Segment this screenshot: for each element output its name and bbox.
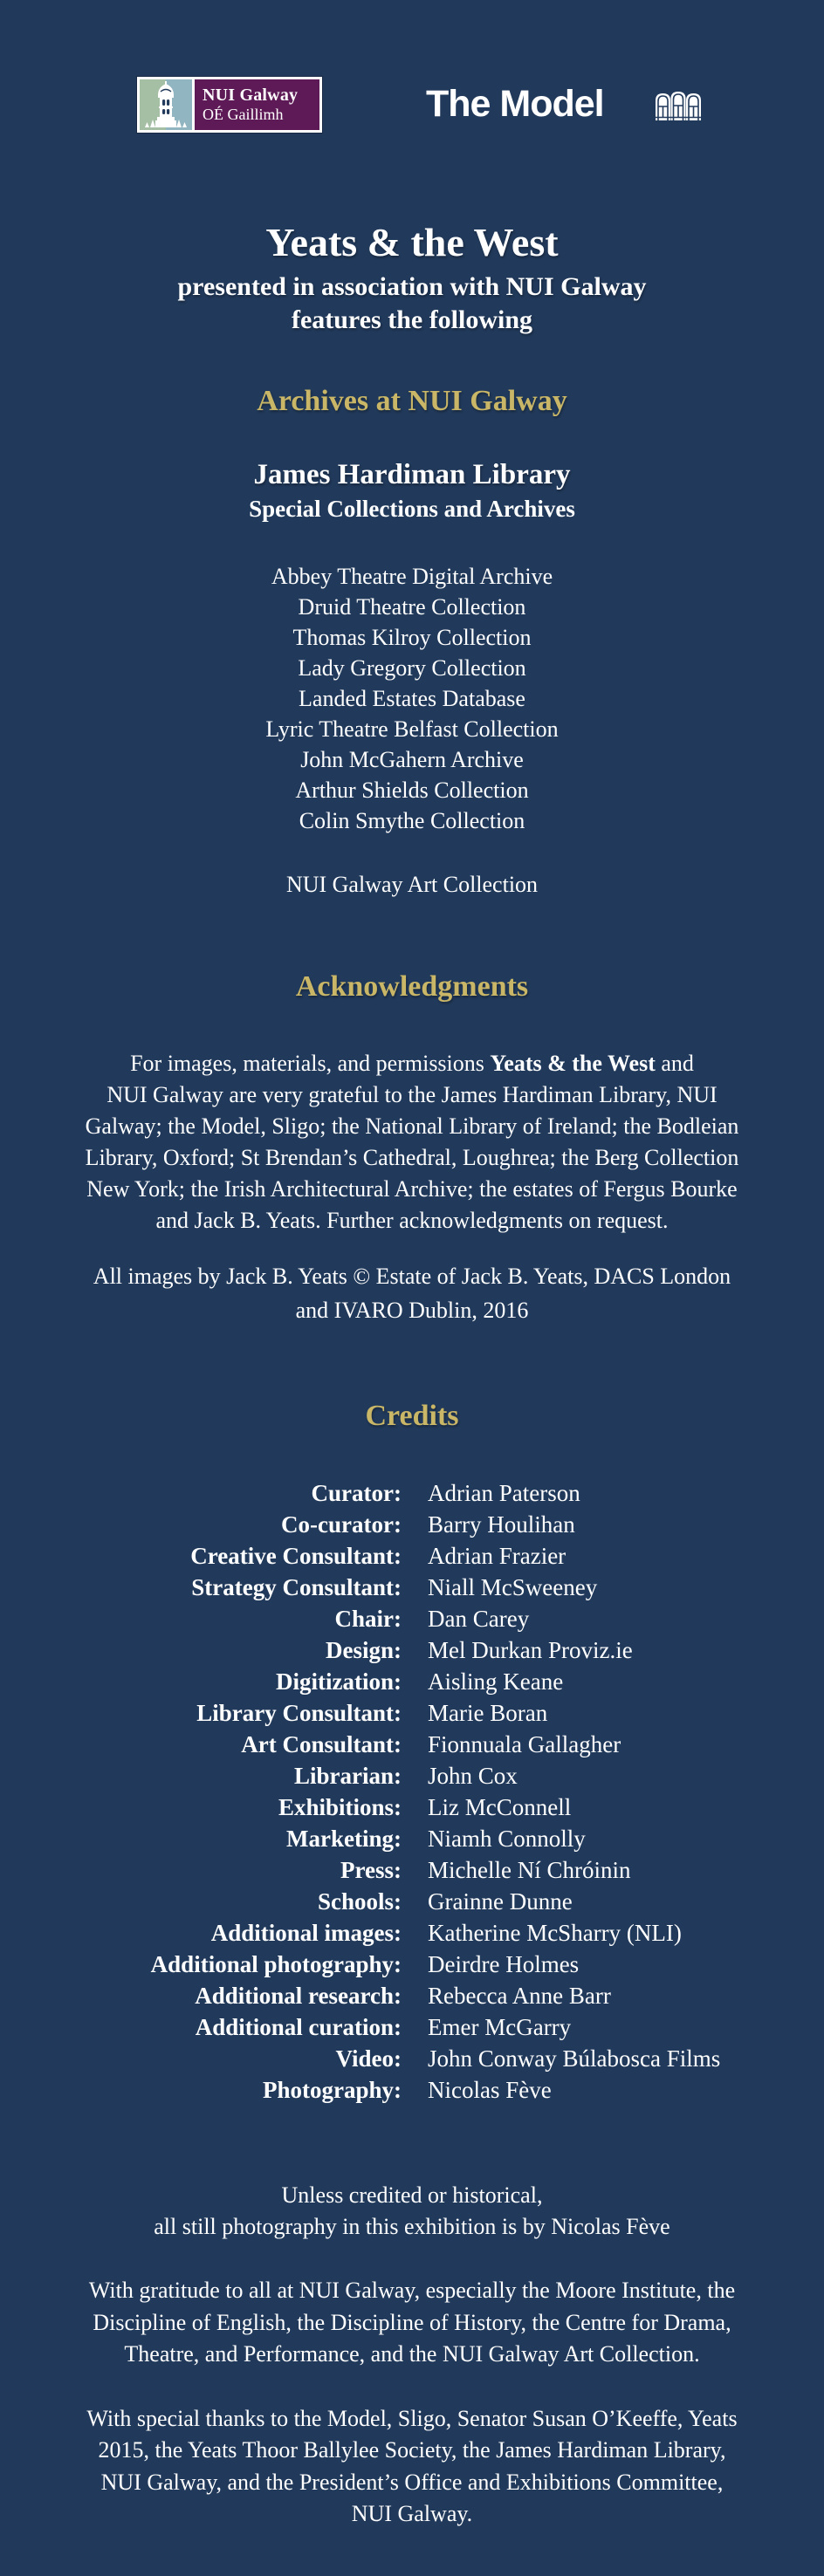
nui-galway-tower-icon	[140, 79, 192, 130]
text-line: Theatre, and Performance, and the NUI Galway Art Collection.	[124, 2341, 700, 2367]
credit-name: Barry Houlihan	[428, 1511, 575, 1538]
images-copyright-note	[0, 1259, 824, 1327]
page-subtitle	[0, 271, 824, 337]
credit-name: Grainne Dunne	[428, 1888, 573, 1915]
credit-name: John Conway Búlabosca Films	[428, 2045, 721, 2072]
text-line: Unless credited or historical,	[281, 2182, 543, 2208]
ack-line1-bold-title: Yeats & the West	[490, 1051, 656, 1076]
credit-role: Art Consultant:	[241, 1731, 402, 1757]
credit-role: Digitization:	[276, 1668, 402, 1695]
credit-role: Marketing:	[286, 1826, 402, 1852]
credit-name: Fionnuala Gallagher	[428, 1731, 621, 1757]
text-line: Landed Estates Database	[299, 686, 525, 711]
text-line: Druid Theatre Collection	[298, 594, 526, 620]
credit-name: Adrian Paterson	[428, 1480, 580, 1506]
credit-row	[0, 1792, 824, 1823]
acknowledgments-lines	[0, 1079, 824, 1237]
text-line: Thomas Kilroy Collection	[292, 625, 532, 650]
credit-row	[0, 1572, 824, 1603]
photography-note	[0, 2180, 824, 2243]
the-model-logo[interactable]: The Model	[426, 83, 604, 125]
credit-row	[0, 2043, 824, 2074]
credit-role: Librarian:	[293, 1763, 402, 1789]
text-line: NUI Galway are very grateful to the James Hardiman Library, NUI	[106, 1082, 718, 1107]
text-line: all still photography in this exhibition is by Nicolas Fève	[154, 2214, 670, 2239]
credit-role: Strategy Consultant:	[191, 1574, 402, 1600]
credit-row	[0, 1509, 824, 1540]
nui-galway-name-en: NUI Galway	[203, 86, 299, 105]
credit-name: Deirdre Holmes	[428, 1951, 580, 1977]
subtitle-line-1: presented in association with NUI Galway	[177, 272, 647, 301]
ack-line1-suffix: and	[655, 1051, 694, 1076]
credit-row	[0, 1854, 824, 1886]
text-line: NUI Galway, and the President’s Office and Exhibitions Committee,	[100, 2469, 724, 2495]
credit-role: Video:	[335, 2045, 402, 2072]
credit-row	[0, 1949, 824, 1980]
credit-row	[0, 1886, 824, 1917]
text-line: Abbey Theatre Digital Archive	[271, 564, 553, 589]
credit-row	[0, 1823, 824, 1854]
credit-role: Creative Consultant:	[190, 1543, 402, 1569]
credit-role: Chair:	[334, 1606, 402, 1632]
credits-list	[0, 1477, 824, 2106]
credit-role: Additional research:	[195, 1983, 402, 2009]
credit-name: John Cox	[428, 1763, 518, 1789]
library-subtitle: Special Collections and Archives	[249, 496, 575, 522]
text-line: With gratitude to all at NUI Galway, especially the Moore Institute, the	[88, 2278, 736, 2303]
credit-row	[0, 1540, 824, 1572]
credit-row	[0, 1666, 824, 1697]
credit-role: Curator:	[311, 1480, 402, 1506]
text-line: With special thanks to the Model, Sligo, Senator Susan O’Keeffe, Yeats	[86, 2405, 738, 2431]
library-title: James Hardiman Library	[253, 459, 571, 490]
text-line: New York; the Irish Architectural Archive; the estates of Fergus Bourke	[86, 1176, 738, 1202]
credit-role: Co-curator:	[281, 1511, 402, 1538]
credit-role: Press:	[340, 1857, 402, 1883]
credit-role: Design:	[326, 1637, 402, 1663]
subtitle-line-2: features the following	[291, 305, 533, 334]
ack-line1-prefix: For images, materials, and permissions	[130, 1051, 491, 1076]
text-line: John McGahern Archive	[300, 747, 524, 772]
credit-row	[0, 1603, 824, 1634]
credit-row	[0, 1477, 824, 1509]
credit-row	[0, 1697, 824, 1729]
credit-role: Additional images:	[210, 1920, 402, 1946]
text-line: Library, Oxford; St Brendan’s Cathedral, Loughrea; the Berg Collection	[85, 1145, 739, 1170]
text-line: NUI Galway.	[351, 2501, 473, 2526]
text-line: 2015, the Yeats Thoor Ballylee Society, the James Hardiman Library,	[98, 2437, 726, 2463]
credit-row	[0, 1634, 824, 1666]
text-line: All images by Jack B. Yeats © Estate of Jack B. Yeats, DACS London	[93, 1264, 731, 1289]
nui-galway-logo[interactable]	[137, 77, 322, 133]
credit-role: Library Consultant:	[196, 1700, 402, 1726]
text-line: Arthur Shields Collection	[295, 778, 529, 803]
text-line: and Jack B. Yeats. Further acknowledgments on request.	[155, 1208, 669, 1233]
nui-galway-name-ga: OÉ Gaillimh	[203, 106, 284, 123]
credit-name: Adrian Frazier	[428, 1543, 566, 1569]
credit-name: Katherine McSharry (NLI)	[428, 1920, 682, 1946]
page-title: Yeats & the West	[265, 220, 559, 264]
text-line: Galway; the Model, Sligo; the National Library of Ireland; the Bodleian	[85, 1113, 739, 1139]
archives-heading: Archives at NUI Galway	[257, 385, 567, 417]
credit-name: Mel Durkan Proviz.ie	[428, 1637, 633, 1663]
credit-role: Exhibitions:	[278, 1794, 402, 1820]
credit-name: Nicolas Fève	[428, 2077, 552, 2103]
credit-role: Additional photography:	[150, 1951, 402, 1977]
text-line: Discipline of English, the Discipline of History, the Centre for Drama,	[93, 2309, 731, 2335]
credit-row	[0, 1729, 824, 1760]
credit-name: Liz McConnell	[428, 1794, 572, 1820]
acknowledgments-line-1	[0, 1048, 824, 1079]
credit-row	[0, 2074, 824, 2106]
credit-name: Niamh Connolly	[428, 1826, 586, 1852]
credit-name: Niall McSweeney	[428, 1574, 598, 1600]
text-line: Colin Smythe Collection	[299, 808, 525, 833]
credit-role: Schools:	[317, 1888, 402, 1915]
credits-heading: Credits	[365, 1400, 459, 1432]
arched-windows-building-icon[interactable]	[656, 90, 701, 121]
credit-name: Aisling Keane	[428, 1668, 564, 1695]
text-line: and IVARO Dublin, 2016	[295, 1298, 529, 1323]
credit-name: Dan Carey	[428, 1606, 530, 1632]
credit-name: Marie Boran	[428, 1700, 548, 1726]
acknowledgments-paragraph	[0, 1048, 824, 1237]
text-line: Lyric Theatre Belfast Collection	[265, 716, 559, 742]
credit-role: Additional curation:	[195, 2014, 402, 2040]
collections-list	[0, 561, 824, 836]
credit-row	[0, 1980, 824, 2011]
credit-row	[0, 2011, 824, 2043]
credit-name: Michelle Ní Chróinin	[428, 1857, 631, 1883]
credit-role: Photography:	[262, 2077, 402, 2103]
text-line: Lady Gregory Collection	[298, 655, 526, 681]
credit-name: Rebecca Anne Barr	[428, 1983, 611, 2009]
art-collection-line: NUI Galway Art Collection	[285, 872, 539, 897]
credit-name: Emer McGarry	[428, 2014, 572, 2040]
credit-row	[0, 1917, 824, 1949]
gratitude-paragraph	[0, 2275, 824, 2371]
credit-row	[0, 1760, 824, 1792]
nui-galway-wordmark	[195, 79, 319, 130]
acknowledgments-heading: Acknowledgments	[295, 970, 529, 1003]
special-thanks-paragraph	[0, 2403, 824, 2531]
